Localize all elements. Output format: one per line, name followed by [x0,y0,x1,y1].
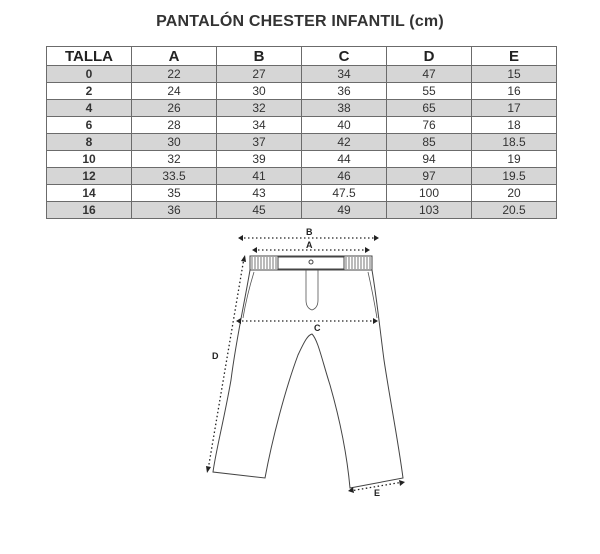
cell-e: 19 [472,151,557,168]
cell-a: 22 [132,66,217,83]
cell-a: 30 [132,134,217,151]
pants-diagram [190,220,430,520]
cell-a: 35 [132,185,217,202]
header-c: C [302,47,387,66]
label-b: B [306,227,313,237]
cell-talla: 0 [47,66,132,83]
cell-b: 45 [217,202,302,219]
cell-talla: 4 [47,100,132,117]
table-row [47,66,557,83]
cell-a: 33.5 [132,168,217,185]
table-row [47,117,557,134]
cell-e: 18 [472,117,557,134]
size-table [46,46,557,219]
cell-b: 43 [217,185,302,202]
cell-b: 39 [217,151,302,168]
cell-d: 55 [387,83,472,100]
header-a: A [132,47,217,66]
header-talla: TALLA [47,47,132,66]
label-c: C [314,323,321,333]
cell-c: 47.5 [302,185,387,202]
cell-talla: 12 [47,168,132,185]
cell-e: 17 [472,100,557,117]
cell-d: 94 [387,151,472,168]
table-row [47,134,557,151]
cell-e: 18.5 [472,134,557,151]
table-body [47,66,557,219]
waistband [250,256,372,270]
cell-c: 49 [302,202,387,219]
cell-d: 103 [387,202,472,219]
cell-c: 42 [302,134,387,151]
cell-d: 85 [387,134,472,151]
table-row [47,100,557,117]
cell-c: 36 [302,83,387,100]
cell-talla: 10 [47,151,132,168]
table-row [47,83,557,100]
header-e: E [472,47,557,66]
cell-e: 19.5 [472,168,557,185]
cell-c: 38 [302,100,387,117]
cell-e: 15 [472,66,557,83]
page-title: PANTALÓN CHESTER INFANTIL (cm) [156,13,444,30]
cell-d: 47 [387,66,472,83]
cell-d: 100 [387,185,472,202]
cell-d: 76 [387,117,472,134]
table-row [47,151,557,168]
cell-b: 30 [217,83,302,100]
cell-a: 28 [132,117,217,134]
cell-b: 37 [217,134,302,151]
cell-c: 40 [302,117,387,134]
cell-b: 27 [217,66,302,83]
label-e: E [374,488,381,498]
cell-talla: 2 [47,83,132,100]
cell-a: 32 [132,151,217,168]
cell-c: 44 [302,151,387,168]
cell-talla: 6 [47,117,132,134]
cell-talla: 14 [47,185,132,202]
cell-talla: 16 [47,202,132,219]
cell-e: 20 [472,185,557,202]
label-a: A [306,240,313,250]
cell-c: 46 [302,168,387,185]
header-d: D [387,47,472,66]
cell-b: 41 [217,168,302,185]
cell-c: 34 [302,66,387,83]
table-row [47,185,557,202]
cell-b: 34 [217,117,302,134]
cell-a: 26 [132,100,217,117]
cell-e: 20.5 [472,202,557,219]
cell-a: 36 [132,202,217,219]
table-row [47,202,557,219]
label-d: D [212,351,219,361]
header-b: B [217,47,302,66]
cell-a: 24 [132,83,217,100]
table-row [47,168,557,185]
table-header-row [47,47,557,66]
cell-e: 16 [472,83,557,100]
cell-b: 32 [217,100,302,117]
cell-talla: 8 [47,134,132,151]
cell-d: 65 [387,100,472,117]
cell-d: 97 [387,168,472,185]
